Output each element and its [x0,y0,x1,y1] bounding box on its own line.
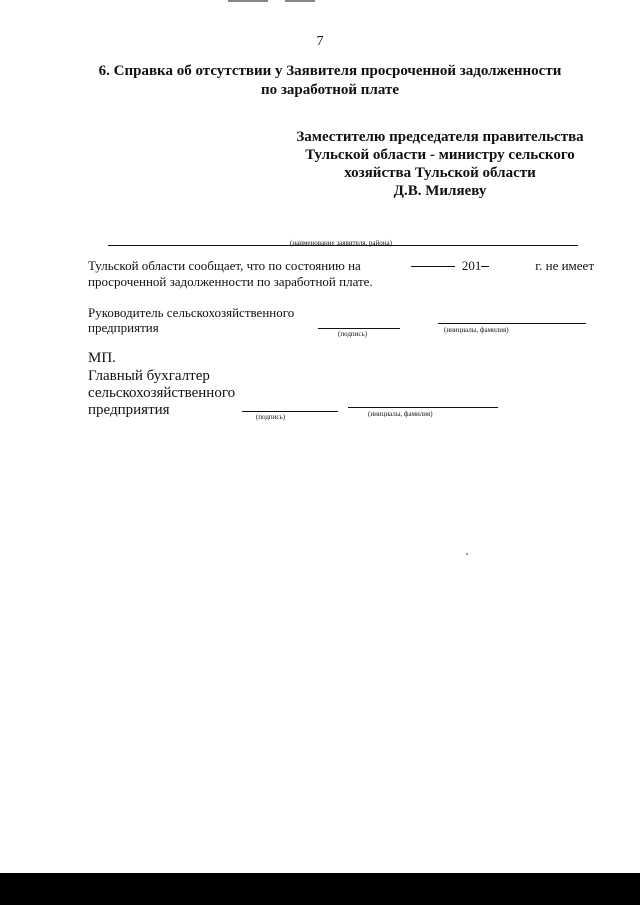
addressee-line-2: Тульской области - министру сельского [305,147,575,163]
title-line-1: 6. Справка об отсутствии у Заявителя просроченной задолженности [98,63,562,79]
accountant-name-caption: (инициалы, фамилия) [368,410,433,418]
statement-line-1 [88,258,594,274]
statement-suffix: г. не имеет [535,258,594,273]
scan-artifact [285,0,315,2]
director-signature-line [318,328,400,329]
scan-border [0,873,640,905]
accountant-line-3: предприятия [88,402,170,418]
statement-date [407,258,490,274]
addressee-line-1: Заместителю председателя правительства [296,129,584,145]
document-title [60,62,600,100]
title-line-2: по заработной плате [261,82,399,98]
accountant-line-1: Главный бухгалтер [88,368,210,384]
page-number: 7 [316,34,324,49]
statement-year: 201 [461,258,482,273]
director-line-1: Руководитель сельскохозяйственного [88,305,295,320]
stamp-label: МП. [88,350,116,366]
scan-artifact [228,0,268,2]
statement-line-2: просроченной задолженности по заработной плате. [88,274,373,289]
date-blank [411,266,455,267]
accountant-title [88,368,235,419]
statement-prefix: Тульской области сообщает, что по состоянию на [88,258,361,273]
accountant-signature-line [242,411,338,412]
director-name-line [438,323,586,324]
accountant-name-line [348,407,498,408]
year-blank [481,266,489,267]
addressee-block [270,128,610,200]
accountant-signature-caption: (подпись) [256,413,286,421]
accountant-line-2: сельскохозяйственного [88,385,236,401]
addressee-line-3: хозяйства Тульской области [344,165,536,181]
applicant-caption: (наименование заявителя, района) [290,239,392,247]
director-signature-caption: (подпись) [338,330,368,338]
scan-speck [466,553,468,555]
director-title [88,305,294,335]
director-name-caption: (инициалы, фамилия) [444,326,509,334]
addressee-line-4: Д.В. Миляеву [393,183,487,199]
director-line-2: предприятия [88,320,159,335]
